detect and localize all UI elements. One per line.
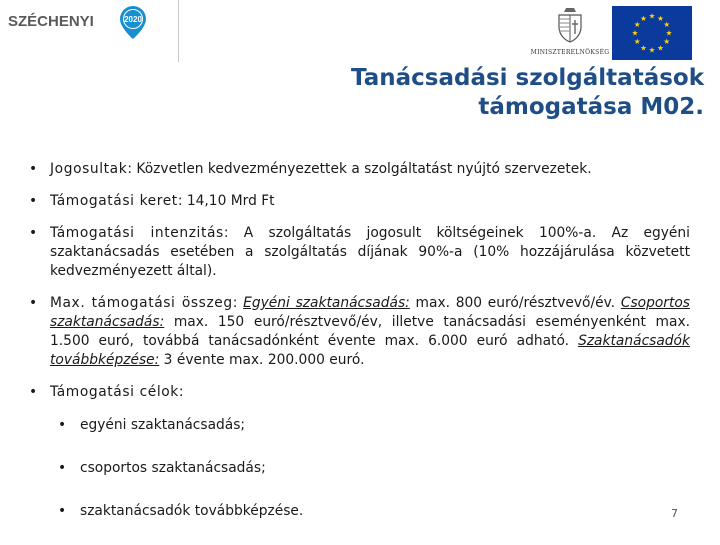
list-item-max-osszeg — [24, 294, 690, 370]
bullet: • — [58, 460, 67, 476]
eu-star-icon: ★ — [657, 13, 664, 23]
logo-year: 2020 — [124, 15, 142, 24]
sub-item-csoportos — [24, 459, 690, 478]
sub-item-text: csoportos szaktanácsadás; — [80, 460, 266, 476]
eu-star-icon: ★ — [648, 11, 656, 21]
eu-star-icon: ★ — [665, 28, 673, 38]
term-intenzitas: Támogatási intenzitás — [50, 225, 224, 241]
bullet: • — [29, 193, 38, 209]
sub-item-text: szaktanácsadók továbbképzése. — [80, 503, 304, 519]
list-item-intenzitas — [24, 224, 690, 281]
separator: : — [232, 295, 244, 311]
csoportos-text: max. 150 euró/résztvevő/év, illetve tanácsadási eseményenként max. 1.500 euró, továbbá tanácsadónként évente max. 6.000 euró adható. — [50, 314, 690, 349]
header-divider — [178, 0, 179, 62]
bullet: • — [58, 503, 67, 519]
logo-text: SZÉCHENYI — [8, 13, 94, 30]
list-item-celok — [24, 383, 690, 402]
eu-star-icon: ★ — [633, 37, 641, 47]
eu-star-icon: ★ — [648, 45, 656, 55]
eu-star-icon: ★ — [633, 20, 641, 30]
bullet: • — [58, 417, 67, 433]
egyeni-szaktanacsadas-link: Egyéni szaktanácsadás: — [243, 295, 410, 311]
eu-star-icon: ★ — [640, 43, 647, 53]
eu-star-icon: ★ — [663, 20, 671, 30]
content-list — [24, 160, 690, 545]
term-celok: Támogatási célok — [50, 384, 179, 400]
szechenyi-2020-logo — [6, 2, 156, 42]
eu-star-icon: ★ — [631, 28, 639, 38]
page-title — [144, 64, 704, 122]
eu-flag-logo — [612, 6, 692, 60]
list-item-jogosultak — [24, 160, 690, 179]
colon: : — [178, 384, 184, 400]
sub-item-tovabbkepzes — [24, 502, 690, 521]
bullet: • — [29, 225, 38, 241]
text-intenzitas: : A szolgáltatás jogosult költségeinek 100%-a. Az egyéni szaktanácsadás esetében a szolgáltatás díjának 90%-a (10% hozzájárulása közvetett kedvezményezett által). — [50, 225, 690, 279]
ministry-logo — [530, 6, 610, 60]
term-keret: Támogatási keret — [50, 193, 178, 209]
bullet: • — [29, 295, 38, 311]
csoportos-szaktanacsadas-link: Csoportos szaktanácsadás: — [50, 295, 690, 330]
bullet: • — [29, 161, 38, 177]
title-line-2: támogatása M02. — [478, 94, 704, 120]
term-max-osszeg: Max. támogatási összeg — [50, 295, 233, 311]
title-line-1: Tanácsadási szolgáltatások — [351, 65, 704, 91]
eu-star-icon: ★ — [663, 37, 671, 47]
egyeni-text: max. 800 euró/résztvevő/év. — [409, 295, 621, 311]
sub-item-text: egyéni szaktanácsadás; — [80, 417, 246, 433]
text-jogosultak: : Közvetlen kedvezményezettek a szolgáltatást nyújtó szervezetek. — [127, 161, 592, 177]
sub-item-egyeni — [24, 416, 690, 435]
bullet: • — [29, 384, 38, 400]
list-item-keret — [24, 192, 690, 211]
szaktanacsadok-tovabbkepzese-link: Szaktanácsadók továbbképzése: — [50, 333, 690, 368]
text-keret: : 14,10 Mrd Ft — [177, 193, 275, 209]
page-number: 7 — [671, 507, 678, 520]
tovabbkepzes-text: 3 évente max. 200.000 euró. — [159, 352, 365, 368]
eu-star-icon: ★ — [640, 13, 647, 23]
coat-of-arms-icon — [555, 6, 585, 44]
ministry-label: MINISZTERELNÖKSÉG — [530, 49, 610, 56]
term-jogosultak: Jogosultak — [50, 161, 128, 177]
eu-star-icon: ★ — [657, 43, 664, 53]
